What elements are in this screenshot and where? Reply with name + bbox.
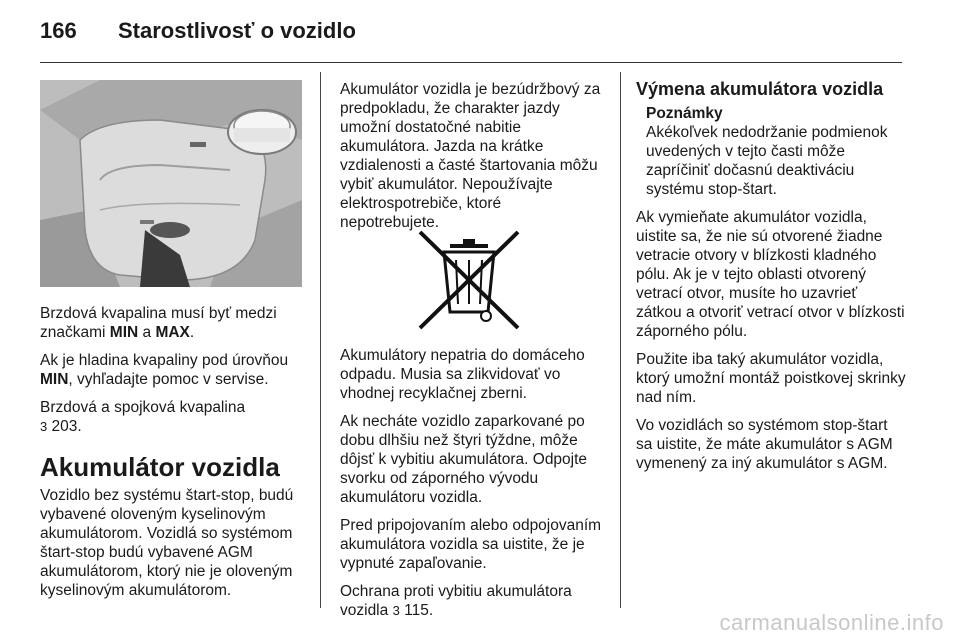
reference-arrow-icon: 3 xyxy=(392,603,400,618)
column-middle-lower xyxy=(340,346,604,629)
note-text: Akékoľvek nedodržanie podmienok uvedených v tejto časti môže zapríčiniť dočasnú deaktiváciu systému stop-štart. xyxy=(646,124,888,198)
paragraph: Ak vymieňate akumulátor vozidla, uistite sa, že nie sú otvorené žiadne vetracie otvory v blízkosti kladného pólu. Ak je v tejto oblasti otvorený vetrací otvor, musíte ho uzavrieť zátkou a otvoriť vetrací otvor v blízkosti záporného pólu. xyxy=(636,209,905,340)
paragraph: Ak necháte vozidlo zaparkované po dobu dlhšiu než štyri týždne, môže dôjsť k vybitiu akumulátora. Odpojte svorku od záporného vývodu akumulátoru vozidla. xyxy=(340,413,588,506)
paragraph-with-reference: Ochrana proti vybitiu akumulátora vozidla 3 115. xyxy=(340,583,572,619)
paragraph: Akumulátory nepatria do domáceho odpadu. Musia sa zlikvidovať vo vhodnej recyklačnej zberni. xyxy=(340,347,585,402)
column-divider xyxy=(620,72,621,608)
column-divider xyxy=(320,72,321,608)
paragraph: Brzdová kvapalina musí byť medzi značkami MIN a MAX. xyxy=(40,305,277,341)
paragraph: Akumulátor vozidla je bezúdržbový za predpokladu, že charakter jazdy umožní dostatočné nabitie akumulátora. Jazda na krátke vzdialenosti a časté štartovania môžu vybiť akumulátor. Nepoužívajte elektrospotrebiče, ktoré nepotrebujete. xyxy=(340,81,601,231)
paragraph: Použite iba taký akumulátor vozidla, ktorý umožní montáž poistkovej skrinky nad ním. xyxy=(636,351,906,406)
page-number: 166 xyxy=(40,18,77,43)
crossed-out-wheelie-bin-icon xyxy=(414,228,524,337)
page-reference-link[interactable]: 115. xyxy=(399,602,434,619)
column-right xyxy=(636,78,906,482)
paragraph: Pred pripojovaním alebo odpojovaním akumulátora vozidla sa uistite, že je vypnuté zapaľovanie. xyxy=(340,517,602,572)
page-reference-link[interactable]: 203. xyxy=(47,418,82,435)
note-box xyxy=(636,104,906,199)
paragraph: Vozidlo bez systému štart-stop, budú vybavené oloveným kyselinovým akumulátorom. Vozidlá so systémom štart-stop budú vybavené AGM akumulátorom, ktorý nie je oloveným kyselinovým akumulátorom. xyxy=(40,487,294,599)
note-title: Poznámky xyxy=(646,105,723,122)
section-heading: Akumulátor vozidla xyxy=(40,452,280,482)
paragraph: Ak je hladina kvapaliny pod úrovňou MIN, vyhľadajte pomoc v servise. xyxy=(40,352,289,388)
column-middle xyxy=(340,80,604,241)
paragraph: Vo vozidlách so systémom stop-štart sa uistite, že máte akumulátor s AGM vymenený za iný akumulátor s AGM. xyxy=(636,417,893,472)
paragraph-with-reference: Brzdová a spojková kvapalina 3 203. xyxy=(40,399,246,435)
brake-fluid-reservoir-photo xyxy=(40,80,302,287)
header-rule xyxy=(40,62,902,63)
column-left xyxy=(40,304,302,609)
watermark: carmanualsonline.info xyxy=(719,610,944,635)
page-title: Starostlivosť o vozidlo xyxy=(118,18,356,43)
reference-arrow-icon: 3 xyxy=(40,419,48,434)
subsection-heading: Výmena akumulátora vozidla xyxy=(636,79,884,99)
